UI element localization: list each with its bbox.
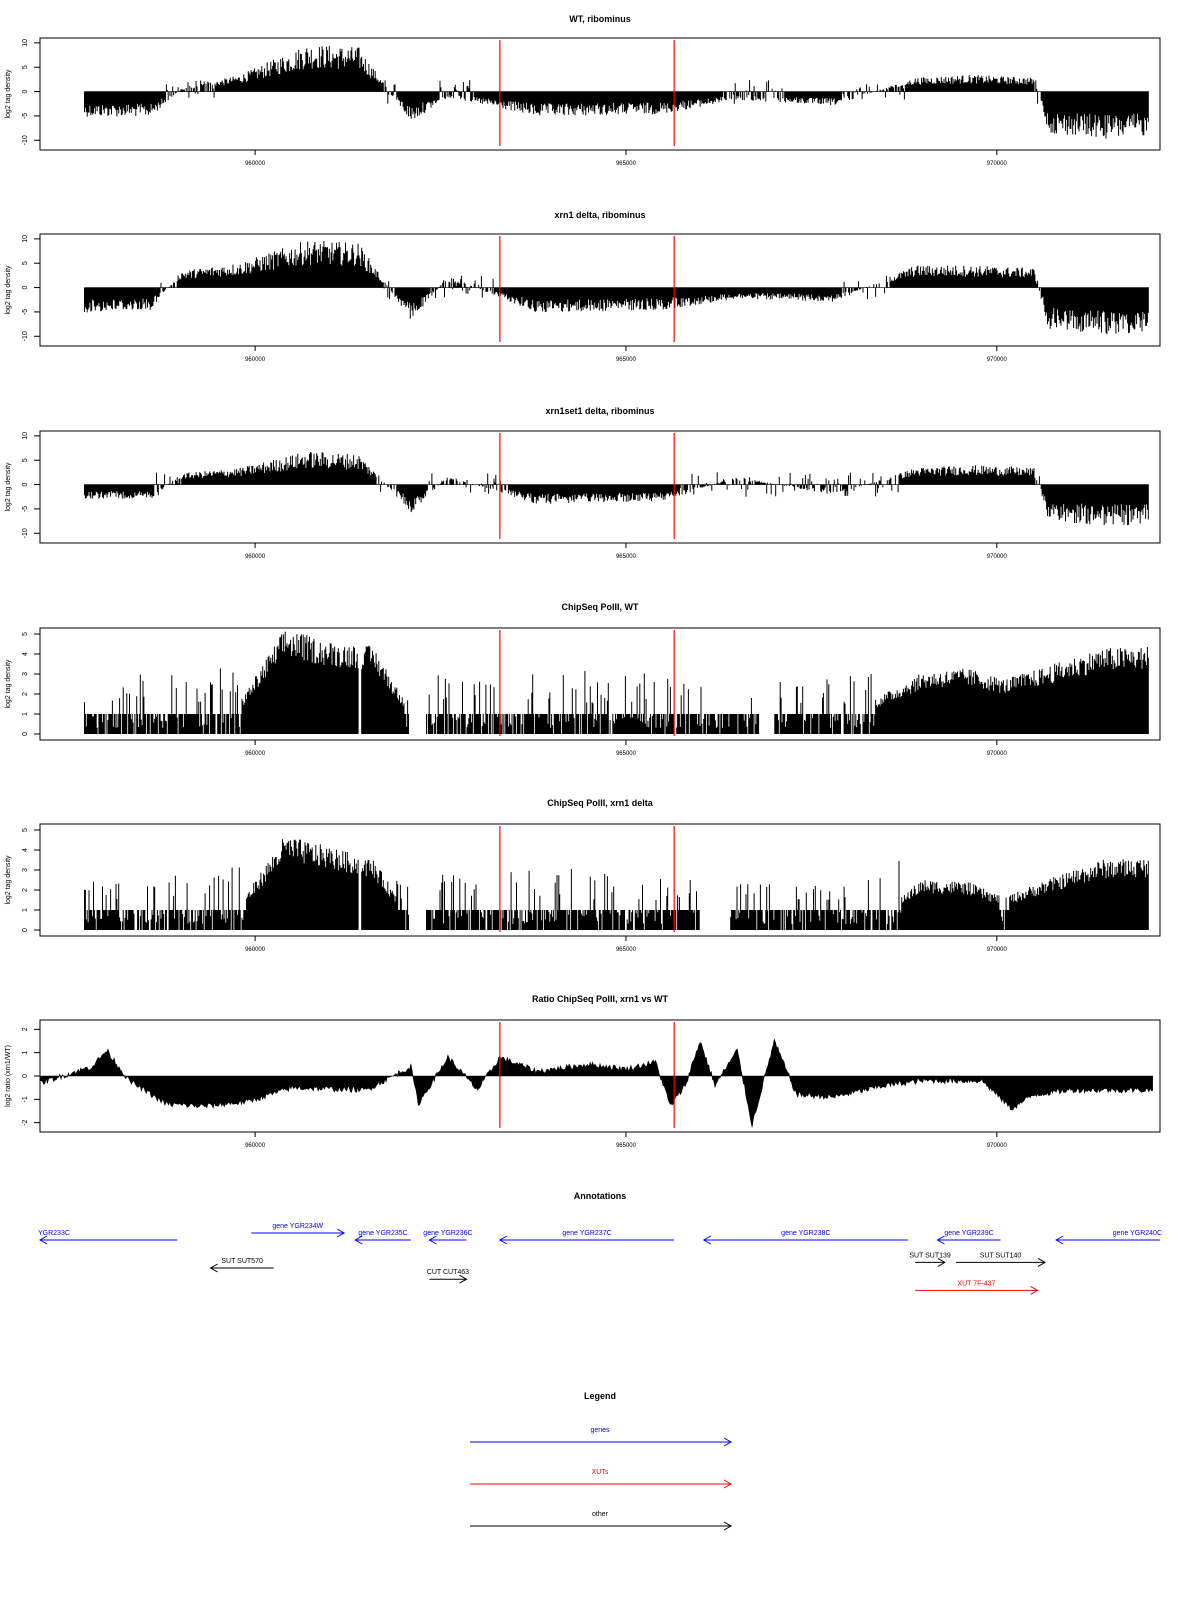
signal-series: [85, 241, 1149, 334]
y-tick-label: 4: [22, 848, 29, 852]
annotation-label: SUT SUT139: [909, 1252, 951, 1260]
x-tick-label: 965000: [615, 751, 636, 757]
annotation-gene-arrow: [251, 1223, 344, 1237]
annotation-gene-arrow: [937, 1230, 1000, 1244]
y-tick-label: -10: [22, 135, 29, 146]
y-tick-label: 0: [22, 482, 29, 487]
legend-label: genes: [590, 1427, 610, 1434]
annotation-label: gene YGR240C: [1112, 1230, 1162, 1237]
panel-title: Ratio ChipSeq PolII, xrn1 vs WT: [531, 994, 669, 1004]
x-tick-label: 965000: [615, 1143, 636, 1149]
track-panel-2: [5, 210, 1160, 363]
legend-title: Legend: [583, 1391, 617, 1401]
y-axis-label: log2 ratio (xrn1/WT): [5, 1045, 12, 1107]
x-tick-label: 970000: [986, 161, 1007, 167]
y-tick-label: 5: [22, 458, 29, 463]
y-tick-label: -10: [22, 331, 29, 342]
y-tick-label: 2: [22, 1027, 29, 1032]
annotation-label: SUT SUT140: [979, 1252, 1022, 1260]
track-panel-6: [5, 994, 1160, 1149]
annotation-other-arrow: [211, 1258, 274, 1272]
y-tick-label: 10: [22, 431, 29, 440]
signal-bars: [85, 632, 1149, 734]
annotation-label: gene YGR238C: [781, 1230, 831, 1237]
annotation-gene-arrow: [1056, 1230, 1162, 1244]
x-tick-label: 965000: [615, 357, 636, 363]
annotations-title: Annotations: [573, 1191, 627, 1201]
y-tick-label: 1: [22, 712, 29, 716]
ratio-area: [40, 1039, 1153, 1127]
y-axis-label: log2 tag density: [5, 659, 12, 709]
y-tick-label: -5: [22, 112, 29, 120]
annotation-gene-arrow: [355, 1230, 411, 1244]
y-tick-label: 5: [22, 65, 29, 70]
signal-bars: [85, 839, 1149, 930]
annotation-label: YGR233C: [38, 1230, 70, 1237]
y-tick-label: -5: [22, 505, 29, 513]
y-axis-label: log2 tag density: [5, 855, 12, 905]
x-tick-label: 970000: [986, 751, 1007, 757]
y-axis-label: log2 tag density: [5, 69, 12, 119]
signal-bars: [85, 46, 1149, 139]
x-tick-label: 970000: [986, 1143, 1007, 1149]
annotation-other-arrow: [427, 1269, 469, 1283]
y-tick-label: 10: [22, 38, 29, 47]
track-panel-5: [5, 798, 1160, 953]
y-tick-label: 2: [22, 692, 29, 696]
annotation-label: XUT 7F-437: [957, 1280, 996, 1288]
x-tick-label: 960000: [245, 161, 266, 167]
y-tick-label: 0: [22, 285, 29, 290]
x-tick-label: 970000: [986, 947, 1007, 953]
panel-title: ChipSeq PolII, WT: [561, 602, 639, 612]
annotation-gene-arrow: [38, 1230, 177, 1244]
y-tick-label: 0: [22, 89, 29, 94]
track-panel-4: [5, 602, 1160, 757]
annotations-panel: [38, 1191, 1162, 1294]
annotation-other-arrow: [909, 1252, 951, 1266]
x-tick-label: 960000: [245, 357, 266, 363]
annotation-xut-arrow: [915, 1280, 1037, 1294]
annotation-label: gene YGR239C: [944, 1230, 994, 1237]
y-tick-label: 2: [22, 888, 29, 892]
annotation-label: gene YGR234W: [272, 1223, 324, 1230]
annotation-label: SUT SUT570: [221, 1258, 263, 1265]
legend-label: XUTs: [591, 1469, 609, 1476]
signal-series: [85, 452, 1149, 525]
track-panel-3: [5, 406, 1160, 560]
y-tick-label: 5: [22, 828, 29, 832]
y-tick-label: 0: [22, 1074, 29, 1078]
panel-title: xrn1 delta, ribominus: [554, 210, 646, 220]
panel-title: xrn1set1 delta, ribominus: [545, 406, 655, 416]
y-tick-label: -1: [22, 1096, 29, 1103]
x-tick-label: 965000: [615, 554, 636, 560]
x-tick-label: 970000: [986, 357, 1007, 363]
legend-label: other: [592, 1511, 608, 1518]
legend-item-xut: [470, 1469, 731, 1488]
annotation-label: gene YGR237C: [562, 1230, 612, 1237]
x-tick-label: 960000: [245, 554, 266, 560]
y-tick-label: -5: [22, 308, 29, 316]
signal-bars: [85, 452, 1149, 525]
x-tick-label: 965000: [615, 161, 636, 167]
signal-series: [40, 1039, 1153, 1127]
y-tick-label: 5: [22, 632, 29, 636]
panel-title: WT, ribominus: [569, 14, 631, 24]
annotation-label: CUT CUT463: [426, 1269, 470, 1277]
signal-series: [85, 46, 1149, 139]
y-tick-label: 10: [22, 234, 29, 243]
panel-title: ChipSeq PolII, xrn1 delta: [547, 798, 653, 808]
signal-series: [85, 632, 1149, 734]
track-panel-1: [5, 14, 1160, 167]
legend-item-other: [470, 1511, 731, 1530]
y-axis-label: log2 tag density: [5, 265, 12, 315]
y-tick-label: -10: [22, 528, 29, 539]
annotation-label: gene YGR236C: [423, 1230, 473, 1237]
y-tick-label: 1: [22, 908, 29, 912]
x-tick-label: 960000: [245, 751, 266, 757]
legend-item-gene: [470, 1427, 731, 1446]
annotation-other-arrow: [956, 1252, 1045, 1266]
y-tick-label: 3: [22, 672, 29, 676]
y-tick-label: 1: [22, 1050, 29, 1055]
x-tick-label: 960000: [245, 947, 266, 953]
y-tick-label: 0: [22, 928, 29, 932]
y-tick-label: -2: [22, 1119, 29, 1126]
x-tick-label: 965000: [615, 947, 636, 953]
signal-series: [85, 839, 1149, 930]
annotation-label: gene YGR235C: [358, 1230, 408, 1237]
legend: [470, 1391, 731, 1530]
annotation-gene-arrow: [423, 1230, 472, 1244]
y-tick-label: 3: [22, 868, 29, 872]
annotation-gene-arrow: [704, 1230, 908, 1244]
x-tick-label: 960000: [245, 1143, 266, 1149]
y-axis-label: log2 tag density: [5, 462, 12, 512]
y-tick-label: 0: [22, 732, 29, 736]
y-tick-label: 5: [22, 261, 29, 266]
y-tick-label: 4: [22, 652, 29, 656]
x-tick-label: 970000: [986, 554, 1007, 560]
annotation-gene-arrow: [500, 1230, 674, 1244]
